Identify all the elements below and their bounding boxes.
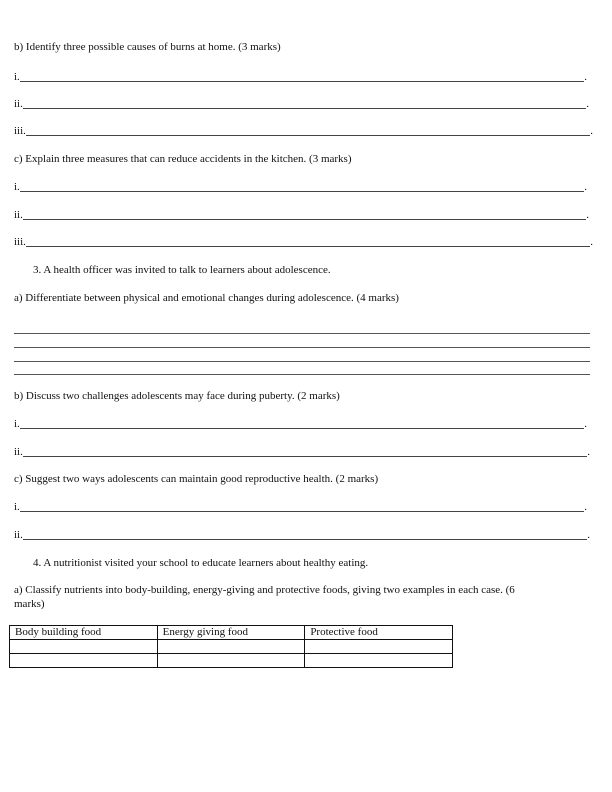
item-label: i. [14,418,20,430]
table-row [10,654,453,668]
q4-stem: 4. A nutritionist visited your school to educate learners about healthy eating. [33,557,369,569]
end-dot: . [584,181,587,193]
answer-line[interactable] [14,529,590,542]
table-cell[interactable] [157,640,305,654]
item-label: iii. [14,125,26,137]
table-cell[interactable] [10,640,158,654]
q3-stem: 3. A health officer was invited to talk to learners about adolescence. [33,264,331,276]
answer-rule[interactable] [14,347,590,348]
end-dot: . [587,446,590,458]
table-cell[interactable] [157,654,305,668]
end-dot: . [590,236,593,248]
answer-line[interactable] [14,501,587,514]
header-body-building: Body building food [10,626,158,640]
item-label: iii. [14,236,26,248]
answer-line[interactable] [14,236,593,249]
table-header-row [10,626,453,640]
answer-rule[interactable] [14,333,590,334]
table-cell[interactable] [305,654,453,668]
answer-rule[interactable] [14,374,590,375]
q3c-prompt: c) Suggest two ways adolescents can maintain good reproductive health. (2 marks) [14,473,379,485]
q4a-prompt-cont: marks) [14,598,45,610]
end-dot: . [584,71,587,83]
end-dot: . [584,501,587,513]
q2c-prompt: c) Explain three measures that can reduce accidents in the kitchen. (3 marks) [14,153,352,165]
answer-line[interactable] [14,181,587,194]
q3a-prompt: a) Differentiate between physical and emotional changes during adolescence. (4 marks) [14,292,399,304]
header-protective: Protective food [305,626,453,640]
item-label: i. [14,181,20,193]
answer-rule[interactable] [14,361,590,362]
item-label: ii. [14,98,23,110]
item-label: ii. [14,446,23,458]
table-cell[interactable] [10,654,158,668]
table-row [10,640,453,654]
answer-line[interactable] [14,418,587,431]
end-dot: . [586,98,589,110]
table-cell[interactable] [305,640,453,654]
answer-line[interactable] [14,209,589,222]
q4a-prompt: a) Classify nutrients into body-building, energy-giving and protective foods, giving two examples in each case. (6 [14,584,515,596]
end-dot: . [587,529,590,541]
header-energy-giving: Energy giving food [157,626,305,640]
answer-line[interactable] [14,125,593,138]
q2b-prompt: b) Identify three possible causes of burns at home. (3 marks) [14,41,281,53]
item-label: ii. [14,529,23,541]
answer-line[interactable] [14,446,590,459]
q3b-prompt: b) Discuss two challenges adolescents may face during puberty. (2 marks) [14,390,340,402]
end-dot: . [584,418,587,430]
item-label: ii. [14,209,23,221]
answer-line[interactable] [14,98,589,111]
item-label: i. [14,501,20,513]
end-dot: . [586,209,589,221]
end-dot: . [590,125,593,137]
answer-line[interactable] [14,71,587,84]
food-classification-table [9,625,453,668]
item-label: i. [14,71,20,83]
